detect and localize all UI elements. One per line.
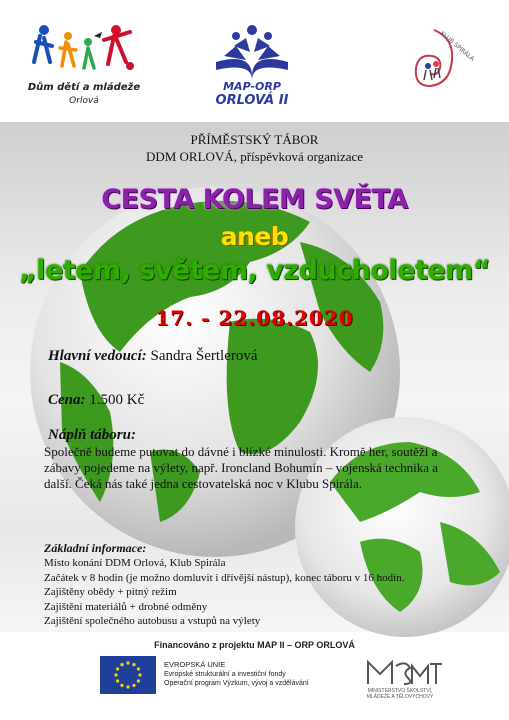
title-connector: aneb (220, 222, 289, 251)
price-label: Cena: (48, 392, 86, 408)
eu-title: EVROPSKÁ UNIE (164, 660, 226, 669)
dancing-figures-icon (30, 22, 138, 80)
program-description: Společně budeme putovat do dávné i blízké minulosti. Kromě her, soutěží a zábavy pojedeme na výlety, např. Ironcland Bohumín – vojenská technika a další. Čeká nás také jedna cestovatelská noc v Klubu Spirála. (44, 444, 439, 491)
list-item: Začátek v 8 hodin (je možno domluvit i dřívější nástup), konec táboru v 16 hodin. (44, 571, 405, 584)
price-row (48, 392, 144, 409)
spiral-icon (404, 20, 476, 100)
msmt-name (350, 688, 450, 700)
camp-date: 17. - 22.08.2020 (155, 306, 354, 330)
eu-star-icon (132, 684, 135, 687)
info-list (44, 556, 484, 629)
list-item: Místo konání DDM Orlová, Klub Spirála (44, 557, 226, 569)
map-logo-subtitle: ORLOVÁ II (215, 93, 289, 108)
msmt-line2: MLÁDEŽE A TĚLOVÝCHOVY (366, 694, 434, 700)
program-label: Náplň táboru: (48, 427, 136, 443)
eu-star-icon (137, 667, 140, 670)
organizer: DDM ORLOVÁ, příspěvková organizace (145, 149, 364, 164)
eu-funds: Evropské strukturální a investiční fondy (164, 670, 286, 678)
msmt-monogram-icon (350, 656, 450, 688)
eu-star-icon (114, 673, 117, 676)
eu-star-icon (126, 685, 129, 688)
eu-star-icon (132, 663, 135, 666)
list-item: Zajištění materiálů + drobné odměny (44, 600, 208, 613)
camp-type: PŘÍMĚSTSKÝ TÁBOR (190, 132, 319, 147)
eu-star-icon (137, 679, 140, 682)
msmt-logo (350, 656, 450, 702)
eu-stars-icon (100, 656, 156, 694)
header (0, 0, 509, 122)
open-book-people-icon (206, 22, 298, 80)
eu-star-icon (120, 684, 123, 687)
eu-programme: Operační program Výzkum, vývoj a vzdělávání (164, 680, 309, 687)
map-orp-logo (206, 22, 298, 116)
lead-row (48, 348, 258, 365)
eu-star-icon (126, 661, 129, 664)
eu-star-icon (116, 667, 119, 670)
eu-flag-icon (100, 656, 156, 694)
klub-spirala-logo (404, 20, 476, 100)
funding-note: Financováno z projektu MAP II – ORP ORLOVÁ (154, 640, 355, 650)
info-heading: Základní informace: (44, 541, 147, 555)
spirala-logo-text: KLUB SPIRÁLA (438, 30, 476, 63)
camp-subtitle: „letem, světem, vzducholetem“ (18, 255, 491, 286)
eu-star-icon (120, 663, 123, 666)
flyer-content (0, 122, 509, 632)
camp-title: CESTA KOLEM SVĚTA (101, 184, 408, 215)
list-item: Zajištění společného autobusu a vstupů na výlety (44, 615, 261, 627)
list-item: Zajištěny obědy + pitný režim (44, 586, 177, 598)
ddm-logo (24, 22, 144, 122)
msmt-line1: MINISTERSTVO ŠKOLSTVÍ, (367, 688, 433, 694)
eu-star-icon (116, 679, 119, 682)
eu-star-icon (138, 673, 141, 676)
lead-name: Sandra Šertlerová (150, 348, 258, 364)
ddm-logo-city: Orlová (69, 96, 99, 106)
map-logo-title: MAP-ORP (223, 80, 281, 93)
lead-label: Hlavní vedoucí: (48, 348, 147, 364)
price-value: 1.500 Kč (89, 392, 145, 408)
ddm-logo-name: Dům dětí a mládeže (27, 82, 141, 93)
eu-text (164, 660, 364, 689)
